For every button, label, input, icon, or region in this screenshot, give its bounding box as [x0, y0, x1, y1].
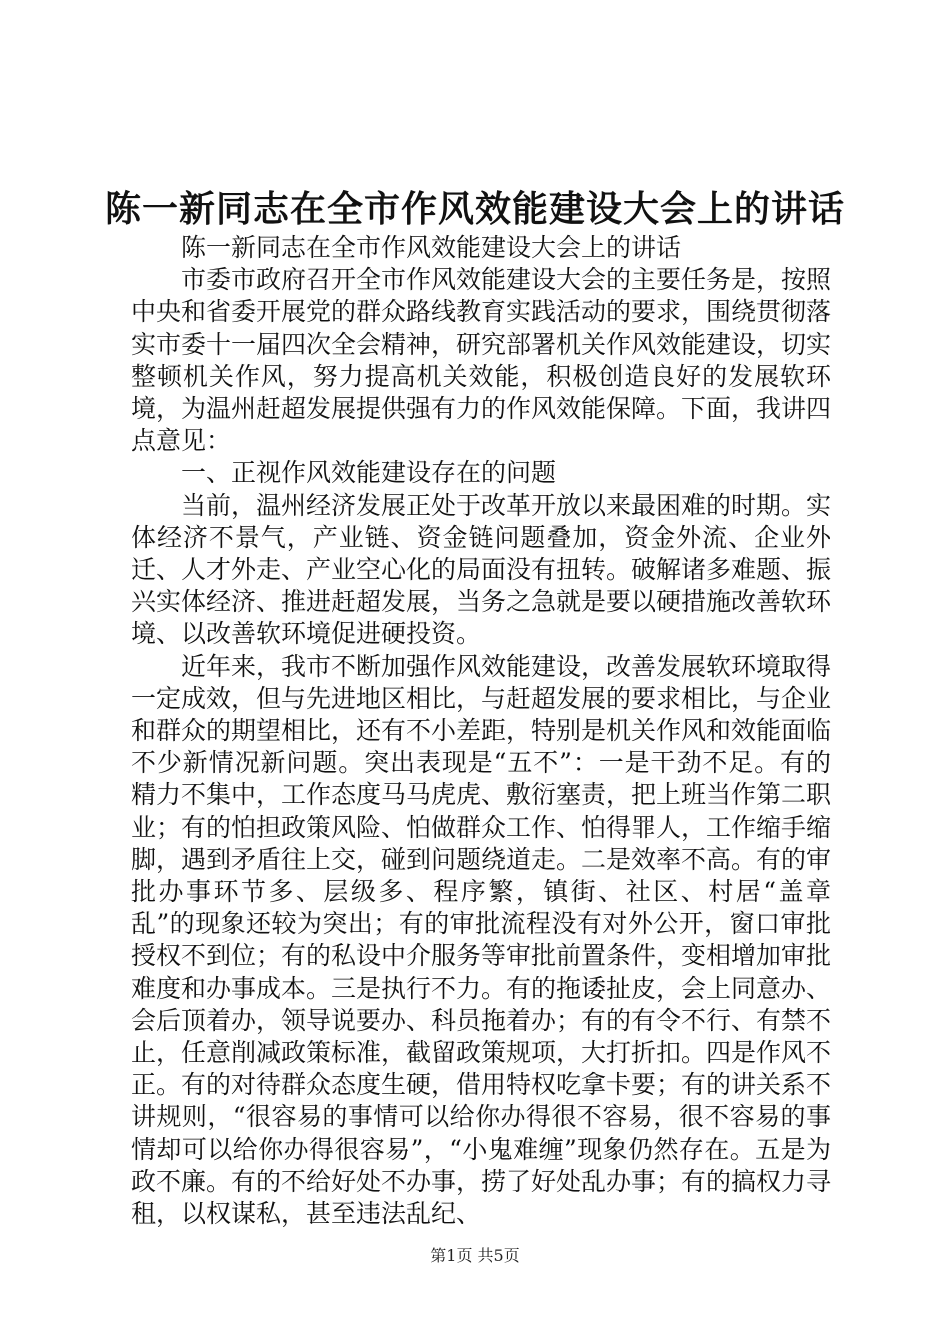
- paragraph-subtitle: 陈一新同志在全市作风效能建设大会上的讲话: [181, 233, 682, 262]
- document-title: 陈一新同志在全市作风效能建设大会上的讲话: [104, 188, 845, 230]
- section-heading-1: 一、正视作风效能建设存在的问题: [181, 458, 557, 488]
- paragraph-current-situation: 当前，温州经济发展正处于改革开放以来最困难的时期。实体经济不景气，产业链、资金链问题叠加，资金外流、企业外迁、人才外走、产业空心化的局面没有扭转。破解诸多难题、振兴实体经济、推进赶超发展，当务之急就是要以硬措施改善软环境、以改善软环境促进硬投资。: [131, 490, 832, 649]
- document-body: [131, 232, 831, 1230]
- paragraph-intro: 市委市政府召开全市作风效能建设大会的主要任务是，按照中央和省委开展党的群众路线教育实践活动的要求，围绕贯彻落实市委十一届四次全会精神，研究部署机关作风效能建设，切实整顿机关作风，努力提高机关效能，积极创造良好的发展软环境，为温州赶超发展提供强有力的作风效能保障。下面，我讲四点意见：: [131, 265, 832, 456]
- paragraph-five-problems: 近年来，我市不断加强作风效能建设，改善发展软环境取得一定成效，但与先进地区相比，与赶超发展的要求相比，与企业和群众的期望相比，还有不小差距，特别是机关作风和效能面临不少新情况新问题。突出表现是“五不”：一是干劲不足。有的精力不集中，工作态度马马虎虎、敷衍塞责，把上班当作第二职业；有的怕担政策风险、怕做群众工作、怕得罪人，工作缩手缩脚，遇到矛盾往上交，碰到问题绕道走。二是效率不高。有的审批办事环节多、层级多、程序繁，镇街、社区、村居“盖章乱”的现象还较为突出；有的审批流程没有对外公开，窗口审批授权不到位；有的私设中介服务等审批前置条件，变相增加审批难度和办事成本。三是执行不力。有的拖诿扯皮，会上同意办、会后顶着办，领导说要办、科员拖着办；有的有令不行、有禁不止，任意削减政策标准，截留政策规项，大打折扣。四是作风不正。有的对待群众态度生硬，借用特权吃拿卡要；有的讲关系不讲规则，“很容易的事情可以给你办得很不容易，很不容易的事情却可以给你办得很容易”，“小鬼难缠”现象仍然存在。五是为政不廉。有的不给好处不办事，捞了好处乱办事；有的搞权力寻租，以权谋私，甚至违法乱纪、: [131, 651, 832, 1229]
- page-number-footer: 第1页 共5页: [430, 1246, 520, 1265]
